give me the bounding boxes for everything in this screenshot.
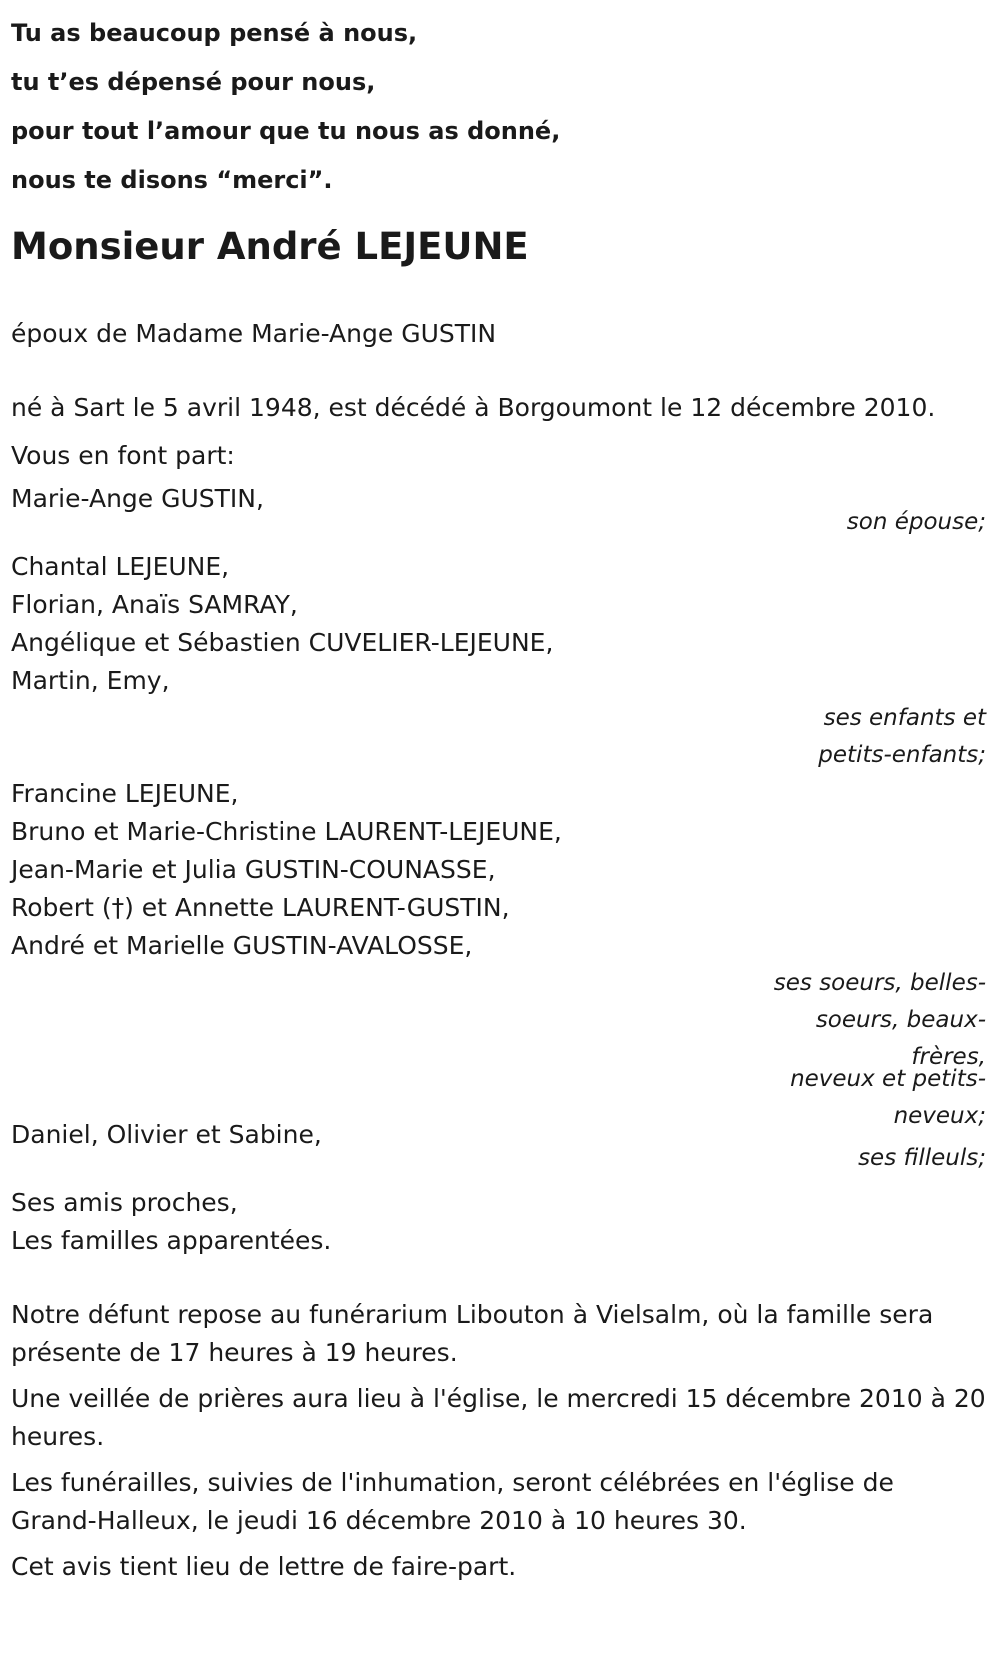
poem-line: tu t’es dépensé pour nous, [11,68,376,96]
relation-line: son épouse; [846,509,986,535]
family-group-spouse [11,479,986,542]
poem-line: pour tout l’amour que tu nous as donné, [11,117,561,145]
relation-line: petits-enfants; [818,742,986,768]
relation-line: soeurs, beaux- [815,1007,986,1033]
family-name: André et Marielle GUSTIN-AVALOSSE, [11,931,473,960]
family-name: Martin, Emy, [11,666,170,695]
deceased-name: Monsieur André LEJEUNE [11,225,529,268]
other-mourners [11,1184,986,1260]
announce-intro: Vous en font part: [11,441,235,470]
poem-line: nous te disons “merci”. [11,166,333,194]
relation-label [746,503,986,542]
relation-line: frères, [911,1044,986,1070]
family-name: Marie-Ange GUSTIN, [11,484,264,513]
death-notice [11,0,986,1586]
relation-line: ses filleuls; [858,1145,986,1171]
funeral-info: Les funérailles, suivies de l'inhumation, seront célébrées en l'église de Grand-Halleux, le jeudi 16 décembre 2010 à 10 heures 30. [11,1468,894,1535]
family-name: Angélique et Sébastien CUVELIER-LEJEUNE, [11,628,554,657]
family-name: Daniel, Olivier et Sabine, [11,1120,322,1149]
relation-line: ses soeurs, belles- [773,970,986,996]
family-group-godchildren [11,1115,986,1178]
poem [11,9,986,205]
relation-line: neveux; [893,1103,986,1129]
family-name: Francine LEJEUNE, [11,779,239,808]
relation-label [726,965,986,1135]
closing-note: Cet avis tient lieu de lettre de faire-part. [11,1552,517,1581]
spouse-of: époux de Madame Marie-Ange GUSTIN [11,319,497,348]
family-group-siblings [11,775,986,1135]
vigil-info: Une veillée de prières aura lieu à l'église, le mercredi 15 décembre 2010 à 20 heures. [11,1384,986,1451]
relation-line: ses enfants et [823,705,986,731]
poem-line: Tu as beaucoup pensé à nous, [11,19,418,47]
family-group-children [11,548,986,774]
relation-label [746,700,986,774]
family-name: Chantal LEJEUNE, [11,552,230,581]
family-name: Bruno et Marie-Christine LAURENT-LEJEUNE, [11,817,562,846]
relation-line: neveux et petits- [790,1066,986,1092]
relation-label [746,1139,986,1178]
family-name: Jean-Marie et Julia GUSTIN-COUNASSE, [11,855,496,884]
other-line: Les familles apparentées. [11,1226,332,1255]
family-name: Florian, Anaïs SAMRAY, [11,590,298,619]
funeral-home-info: Notre défunt repose au funérarium Libouton à Vielsalm, où la famille sera présente de 17 heures à 19 heures. [11,1300,934,1367]
birth-death-info: né à Sart le 5 avril 1948, est décédé à Borgoumont le 12 décembre 2010. [11,393,936,422]
other-line: Ses amis proches, [11,1188,238,1217]
family-name: Robert (†) et Annette LAURENT-GUSTIN, [11,893,510,922]
